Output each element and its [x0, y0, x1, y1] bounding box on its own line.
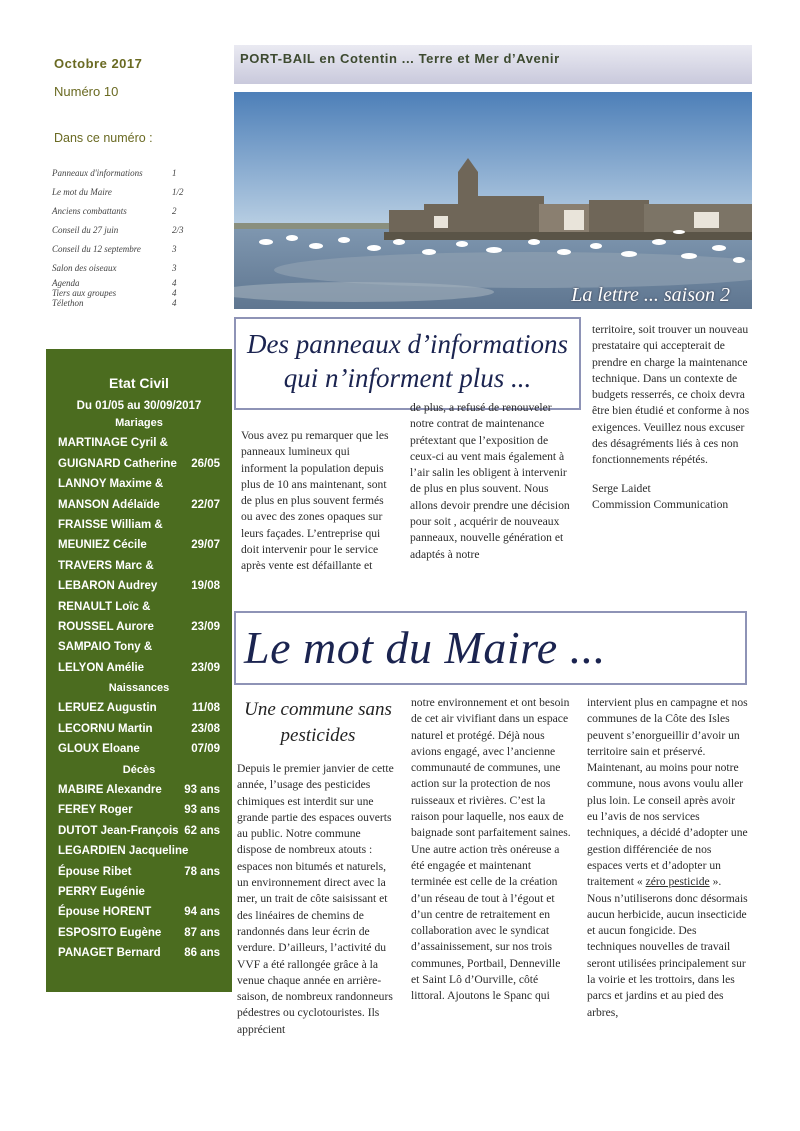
entry-value: 93 ans	[184, 784, 220, 797]
mariage-entry	[46, 637, 232, 657]
toc-item-page: 1	[172, 168, 177, 178]
harbour-photo	[234, 92, 752, 309]
toc-item	[52, 298, 194, 308]
entry-value	[218, 882, 220, 902]
deces-entry	[46, 841, 232, 861]
article-panneaux-column-2: de plus, a refusé de renouveler notre contrat de maintenance prétextant que l’exposition de ceux-ci au vent mais également à l’air salin les obligent à intervenir de plus en plus souvent. Nous allons devoir prendre une décision pour soit , acquérir de nouveaux panneaux, nouvelle génération et adaptés à notre	[410, 401, 570, 561]
entry-name: Épouse HORENT	[58, 906, 152, 919]
deces-entry	[46, 821, 232, 841]
entry-name: LANNOY Maxime &	[58, 478, 164, 491]
entry-name: PANAGET Bernard	[58, 947, 161, 960]
entry-name: SAMPAIO Tony &	[58, 641, 153, 654]
naissance-entry	[46, 698, 232, 718]
entry-value: 94 ans	[184, 906, 220, 919]
photo-caption: La lettre ... saison 2	[571, 284, 730, 306]
entry-name: RENAULT Loïc &	[58, 600, 151, 613]
deces-heading: Décès	[122, 763, 156, 776]
signature-name: Serge Laidet	[592, 481, 651, 495]
entry-value: 19/08	[191, 580, 220, 593]
toc-item-page: 4	[172, 298, 177, 308]
deces-entry	[46, 902, 232, 922]
deces-entry	[46, 923, 232, 943]
entry-name: MABIRE Alexandre	[58, 784, 162, 797]
entry-value	[218, 841, 220, 861]
toc-item-page: 2	[172, 206, 177, 216]
etat-civil-panel	[46, 349, 232, 992]
entry-value: 23/09	[191, 661, 220, 674]
toc-item	[52, 221, 194, 240]
article-maire-column-3-text-b: ». Nous n’utiliserons donc désormais aucun herbicide, aucun insecticide et aucun fongicide. Des techniques nouvelles de travail seront utilisées principalement sur la voirie et les trottoirs, dans les parcs et jardins et au pied des arbres,	[587, 875, 748, 1019]
entry-name: ROUSSEL Aurore	[58, 620, 154, 633]
entry-name: TRAVERS Marc &	[58, 559, 154, 572]
entry-name: LELYON Amélie	[58, 661, 145, 674]
table-of-contents	[52, 164, 194, 308]
mariage-entry	[46, 658, 232, 678]
zero-pesticide-emphasis: zéro pesticide	[645, 875, 710, 889]
article-maire-title: Le mot du Maire ...	[244, 622, 606, 673]
toc-item-page: 4	[172, 278, 177, 288]
entry-name: LECORNU Martin	[58, 722, 153, 735]
toc-item-page: 3	[172, 244, 177, 254]
issue-number: Numéro 10	[54, 84, 119, 99]
toc-item-page: 3	[172, 263, 177, 273]
entry-value: 23/09	[191, 620, 220, 633]
mariage-entry	[46, 617, 232, 637]
deces-entry	[46, 882, 232, 902]
entry-name: MEUNIEZ Cécile	[58, 539, 147, 552]
etat-civil-period: Du 01/05 au 30/09/2017	[76, 400, 202, 412]
toc-item-label: Agenda	[52, 278, 80, 288]
entry-value: 87 ans	[184, 926, 220, 939]
article-panneaux-title-box	[234, 317, 581, 410]
toc-item-label: Conseil du 12 septembre	[52, 244, 141, 254]
toc-item	[52, 164, 194, 183]
mariage-entry	[46, 515, 232, 535]
entry-name: Épouse Ribet	[58, 865, 132, 878]
mariage-entry	[46, 597, 232, 617]
mariage-entry	[46, 556, 232, 576]
toc-item	[52, 288, 194, 298]
toc-item	[52, 202, 194, 221]
toc-item-label: Tiers aux groupes	[52, 288, 117, 298]
entry-value: 26/05	[191, 457, 220, 470]
entry-value	[218, 433, 220, 453]
article-panneaux-column-1: Vous avez pu remarquer que les panneaux lumineux qui informent la population depuis plus de 10 ans maintenant, sont de plus en plus souvent fermés ou avec des zones opaques sur leurs façades. L’entreprise qui doit intervenir pour le service après vente est défaillante et	[241, 429, 389, 573]
toc-item-page: 4	[172, 288, 177, 298]
entry-value	[218, 597, 220, 617]
entry-value	[218, 637, 220, 657]
entry-name: MANSON Adélaïde	[58, 498, 160, 511]
mariages-heading: Mariages	[115, 417, 163, 429]
mariage-entry	[46, 454, 232, 474]
entry-name: GLOUX Eloane	[58, 743, 140, 756]
entry-value: 07/09	[191, 743, 220, 756]
photo-illustration	[234, 92, 752, 309]
toc-item-page: 1/2	[172, 187, 184, 197]
entry-value: 11/08	[191, 702, 220, 715]
entry-value: 23/08	[191, 722, 220, 735]
mariage-entry	[46, 535, 232, 555]
entry-name: LERUEZ Augustin	[58, 702, 157, 715]
deces-entry	[46, 800, 232, 820]
entry-name: ESPOSITO Eugène	[58, 926, 162, 939]
toc-item-label: Le mot du Maire	[52, 187, 112, 197]
etat-civil-list	[46, 413, 232, 964]
entry-value	[218, 556, 220, 576]
entry-name: LEGARDIEN Jacqueline	[58, 845, 189, 858]
entry-name: DUTOT Jean-François	[58, 824, 179, 837]
naissances-heading: Naissances	[108, 682, 170, 695]
entry-value: 93 ans	[184, 804, 220, 817]
naissance-entry	[46, 739, 232, 759]
article-panneaux-column-3	[592, 322, 750, 513]
entry-name: GUIGNARD Catherine	[58, 457, 177, 470]
deces-entry	[46, 943, 232, 963]
toc-item-label: Anciens combattants	[52, 206, 127, 216]
toc-item-label: Salon des oiseaux	[52, 263, 117, 273]
toc-item-label: Conseil du 27 juin	[52, 225, 119, 235]
article-maire-title-box	[234, 611, 747, 685]
toc-item-label: Télethon	[52, 298, 84, 308]
naissance-entry	[46, 719, 232, 739]
deces-entry	[46, 780, 232, 800]
entry-value: 62 ans	[184, 824, 220, 837]
toc-item	[52, 259, 194, 278]
toc-item	[52, 240, 194, 259]
article-maire-column-3-text-a: intervient plus en campagne et nos communes de la Côte des Isles peuvent s’enorgueillir d’avoir un territoire sain et préservé. Maintenant, au moins pour notre commune, nous avons voulu aller plus loin. Le conseil après avoir eu l’avis de nos services techniques, a décidé d’adopter une gestion différenciée de nos espaces verts et d’adopter un traitement «	[587, 696, 748, 889]
toc-item-label: Panneaux d'informations	[52, 168, 143, 178]
entry-value: 86 ans	[184, 947, 220, 960]
toc-item	[52, 183, 194, 202]
etat-civil-title: Etat Civil	[109, 375, 169, 391]
entry-value: 29/07	[191, 539, 220, 552]
mariage-entry	[46, 474, 232, 494]
masthead-bar	[234, 45, 752, 84]
toc-title: Dans ce numéro :	[54, 131, 153, 145]
entry-value	[218, 474, 220, 494]
toc-item-page: 2/3	[172, 225, 184, 235]
issue-date: Octobre 2017	[54, 56, 143, 71]
toc-item	[52, 278, 194, 288]
article-maire-subtitle: Une commune sans pesticides	[244, 699, 392, 746]
article-panneaux-column-3-text: territoire, soit trouver un nouveau prestataire qui accepterait de prendre en charge la maintenance technique. Dans un contexte de budgets resserrés, ce choix devra être bien étudié et conforme à nos exigences. Veuillez nous excuser des désagréments liés à ces non fonctionnements répétés.	[592, 323, 750, 467]
entry-value	[218, 515, 220, 535]
article-panneaux-title: Des panneaux d’informations qui n’informent plus ...	[247, 329, 568, 393]
entry-name: MARTINAGE Cyril &	[58, 437, 168, 450]
article-maire-column-2: notre environnement et ont besoin de cet air vivifiant dans un espace naturel et protégé. Déjà nous avions engagé, avec l’ancienne communauté de communes, une action sur la protection de nos ruisseaux et rivières. C’est la raison pour laquelle, nos eaux de baignade sont parfaitement saines. Une autre action très onéreuse a été engagée et maintenant terminée est celle de la création d’un réseau de tout à l’égout et d’un centre de retraitement en collaboration avec le syndicat d’assainissement, sur nos trois communes, Portbail, Denneville et Saint Lô d’Ourville, côté littoral. Ajoutons le Spanc qui	[411, 696, 571, 1003]
mariage-entry	[46, 576, 232, 596]
article-maire-column-3	[587, 695, 748, 1021]
signature-role: Commission Communication	[592, 497, 729, 511]
mariage-entry	[46, 433, 232, 453]
entry-value: 22/07	[191, 498, 220, 511]
masthead-title: PORT-BAIL en Cotentin ... Terre et Mer d’Avenir	[240, 51, 560, 66]
article-maire-column-1: Depuis le premier janvier de cette année, l’usage des pesticides chimiques est interdit sur une grande partie des espaces ouverts au public. Notre commune dispose de nombreux atouts : espaces non bitumés et naturels, un environnement direct avec la mer, un trait de côte saisissant et des linéaires de chemins de randonnés dans leur écrin de verdure. D’ailleurs, l’activité du VVF a été rallongée grâce à la venue chaque année en arrière-saison, de nombreux randonneurs pédestres ou cyclotouristes. Ils apprécient	[237, 762, 394, 1036]
deces-entry	[46, 862, 232, 882]
entry-name: PERRY Eugénie	[58, 885, 145, 898]
entry-value: 78 ans	[184, 865, 220, 878]
entry-name: LEBARON Audrey	[58, 580, 158, 593]
entry-name: FEREY Roger	[58, 804, 133, 817]
entry-name: FRAISSE William &	[58, 518, 163, 531]
mariage-entry	[46, 495, 232, 515]
